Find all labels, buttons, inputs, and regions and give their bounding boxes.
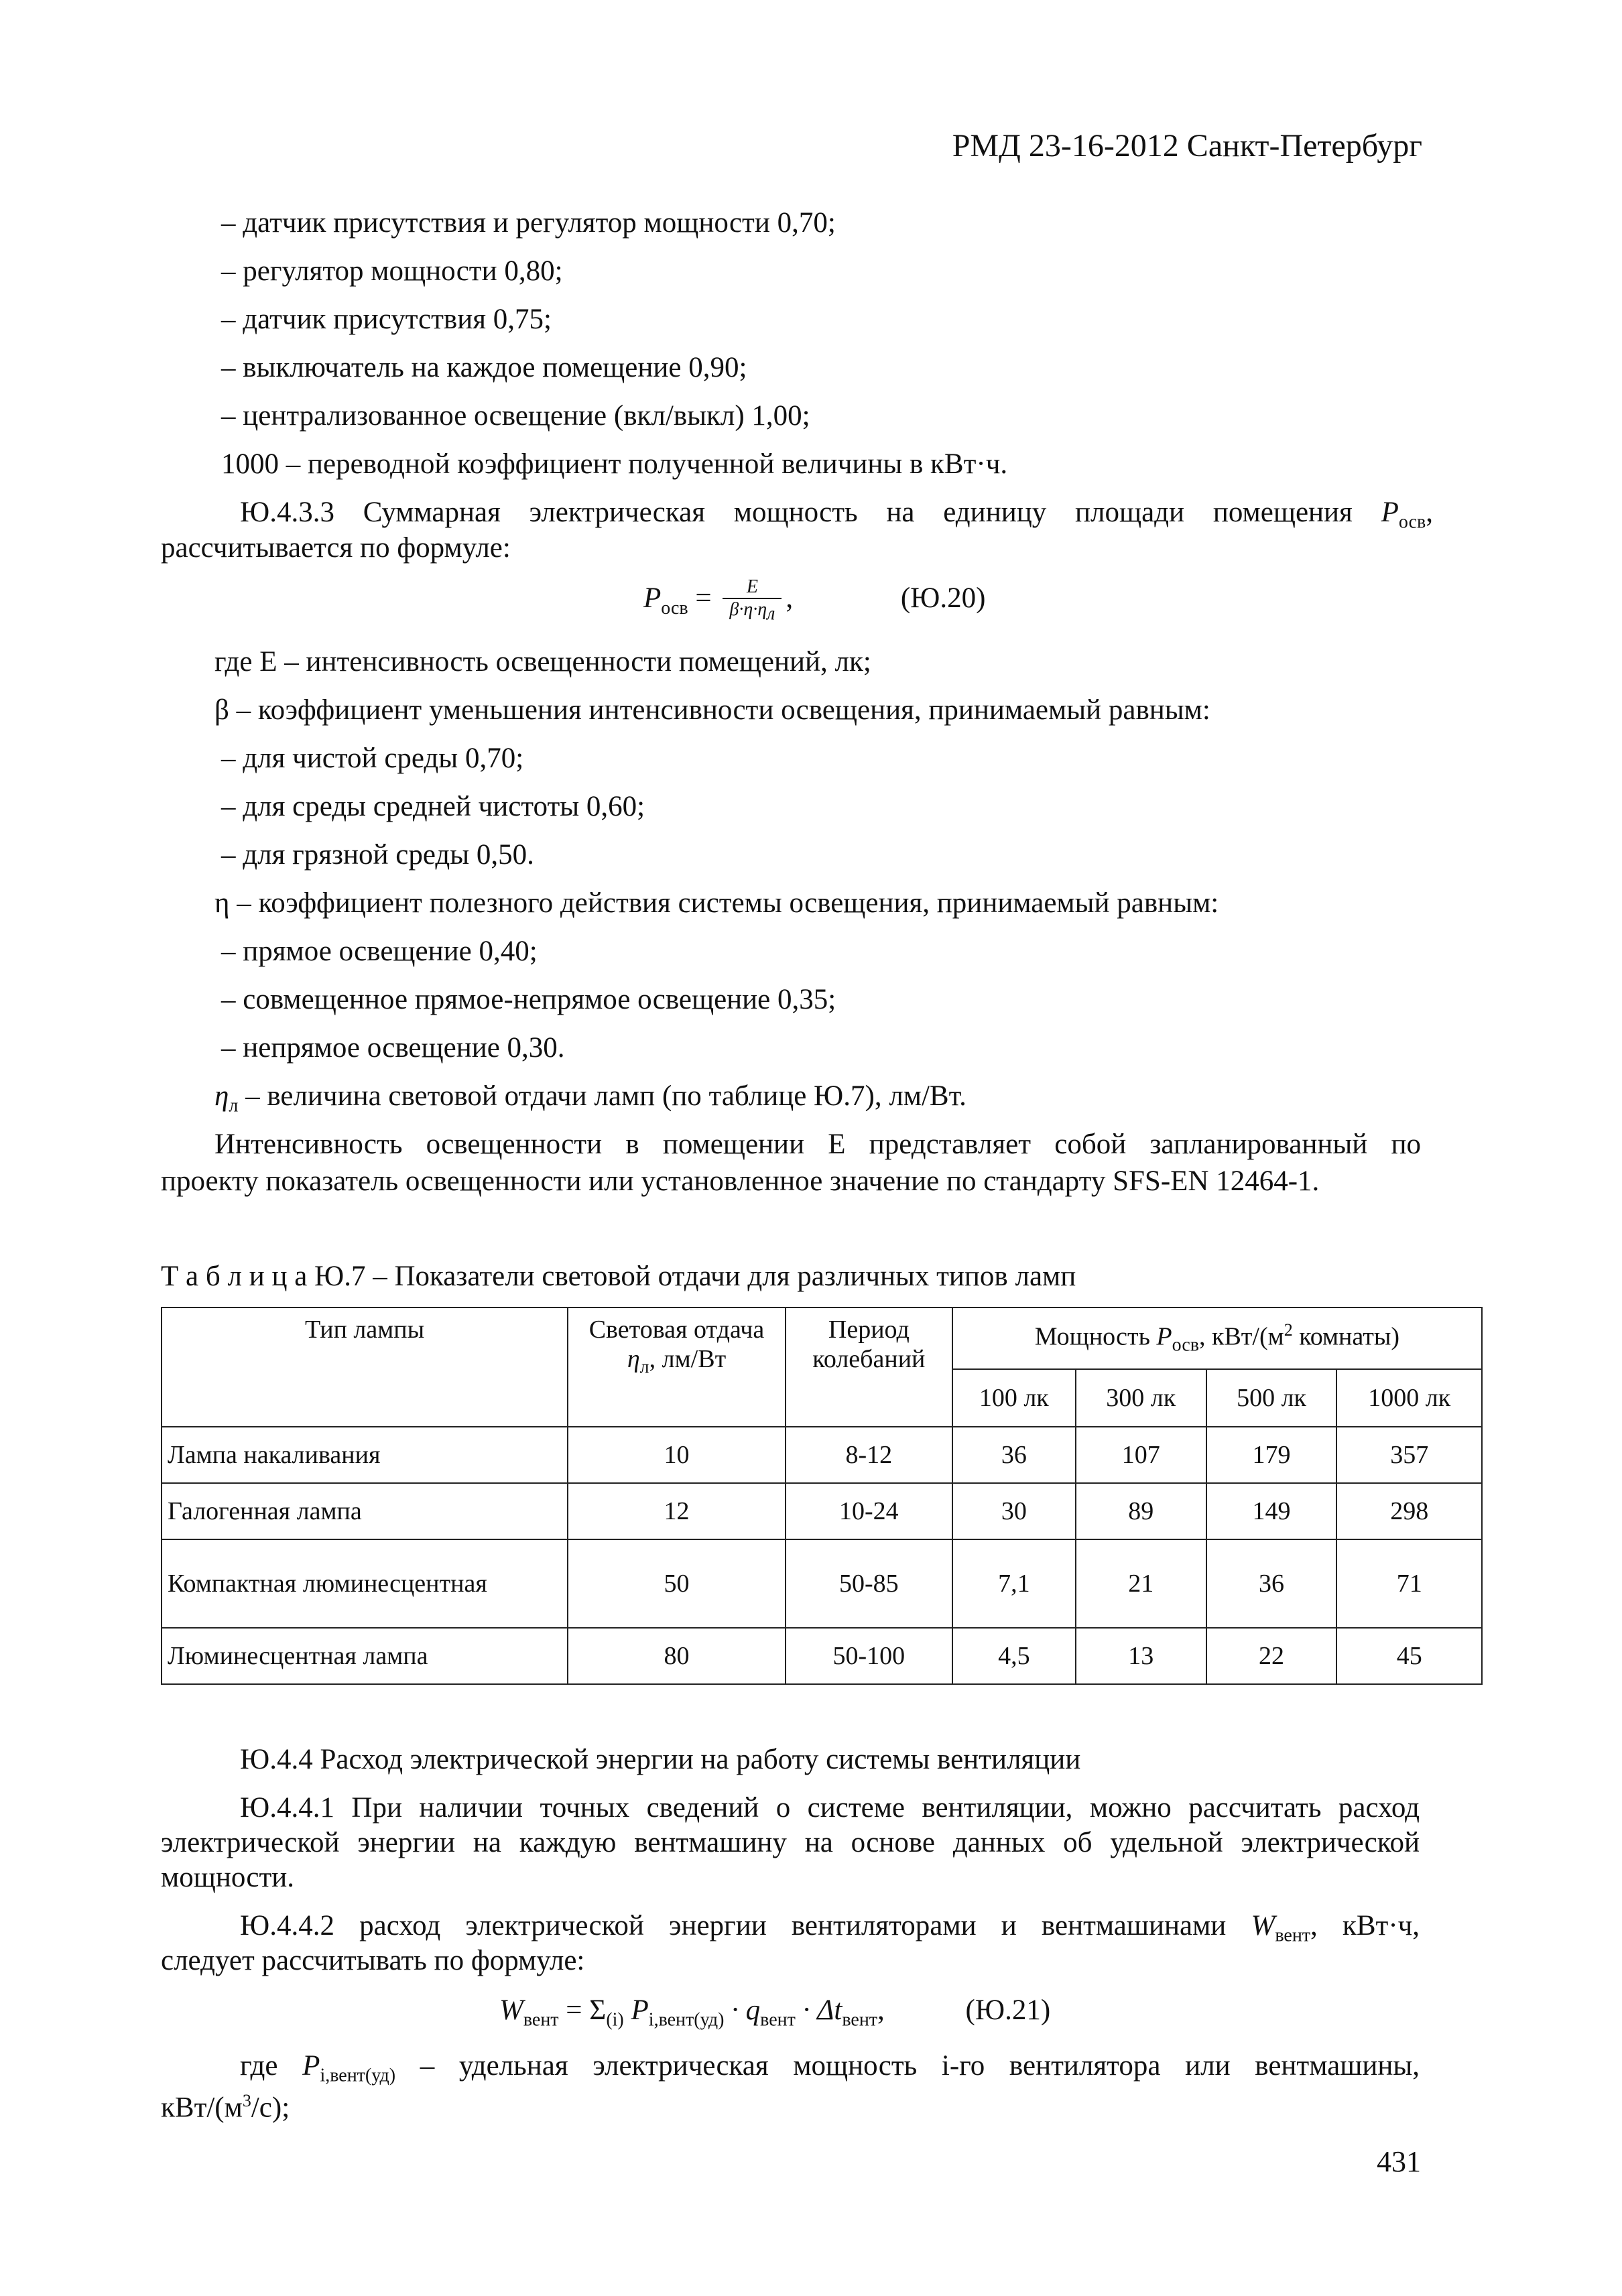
definition-beta: β – коэффициент уменьшения интенсивности освещения, принимаемый равным: xyxy=(214,694,1210,726)
definition-p-vent: где $P_{i,вент(уд)}$ – удельная электрическая мощность i-го вентилятора или вентмашины, xyxy=(240,2050,1420,2086)
page-number: 431 xyxy=(1377,2145,1421,2178)
list-item: – непрямое освещение 0,30. xyxy=(221,1032,565,1064)
formula-number: (Ю.20) xyxy=(900,582,986,615)
cell-power: 36 xyxy=(952,1427,1076,1483)
paragraph-4441-line2: электрической энергии на каждую вентмашину на основе данных об удельной электрической xyxy=(161,1827,1420,1858)
cell-power: 7,1 xyxy=(952,1539,1076,1628)
list-item: – совмещенное прямое-непрямое освещение 0,35; xyxy=(221,984,836,1015)
list-item: – для грязной среды 0,50. xyxy=(221,839,534,871)
header-300lx: 300 лк xyxy=(1076,1369,1206,1427)
header-period: Период колебаний xyxy=(786,1308,952,1427)
cell-period: 50-85 xyxy=(786,1539,952,1628)
cell-type: Лампа накаливания xyxy=(162,1427,568,1483)
cell-power: 179 xyxy=(1206,1427,1337,1483)
paragraph-433-cont: рассчитывается по формуле: xyxy=(161,532,511,564)
paragraph-4442: Ю.4.4.2 расход электрической энергии вентиляторами и вентмашинами $W_{вент}$, кВт·ч, xyxy=(240,1910,1420,1946)
conversion-note: 1000 – переводной коэффициент полученной величины в кВт·ч. xyxy=(221,448,1008,480)
paragraph-433: Ю.4.3.3 Суммарная электрическая мощность на единицу площади помещения $P_{осв}$, xyxy=(240,497,1433,533)
cell-power: 4,5 xyxy=(952,1628,1076,1684)
header-lamp-type: Тип лампы xyxy=(162,1308,568,1427)
cell-power: 36 xyxy=(1206,1539,1337,1628)
table-row xyxy=(162,1427,1482,1483)
list-item: – прямое освещение 0,40; xyxy=(221,936,538,967)
table-row xyxy=(162,1628,1482,1684)
cell-period: 50-100 xyxy=(786,1628,952,1684)
cell-efficacy: 10 xyxy=(568,1427,786,1483)
list-item: – централизованное освещение (вкл/выкл) 1,00; xyxy=(221,400,810,432)
list-item: – для чистой среды 0,70; xyxy=(221,743,524,774)
formula-yu20: $P_{осв}$ = $\frac{E}{\beta\cdot\eta\cdot\eta_л}$ , (Ю.20) xyxy=(643,576,986,625)
cell-power: 71 xyxy=(1336,1539,1482,1628)
cell-power: 357 xyxy=(1336,1427,1482,1483)
formula-number: (Ю.21) xyxy=(965,1994,1051,2026)
cell-period: 10-24 xyxy=(786,1483,952,1539)
paragraph-4441-line1: Ю.4.4.1 При наличии точных сведений о системе вентиляции, можно рассчитать расход xyxy=(240,1792,1420,1824)
table-row xyxy=(162,1483,1482,1539)
cell-power: 21 xyxy=(1076,1539,1206,1628)
list-item: – регулятор мощности 0,80; xyxy=(221,255,563,287)
lamp-efficacy-table xyxy=(161,1307,1483,1685)
cell-power: 107 xyxy=(1076,1427,1206,1483)
list-item: – для среды средней чистоты 0,60; xyxy=(221,791,645,822)
formula-yu21: $W_{вент} = \Sigma_{(i)}$ $P_{i,вент(уд)} \cdot q_{вент} \cdot \Delta t_{вент}$, (Ю.21) xyxy=(499,1994,1051,2031)
definition-eta: η – коэффициент полезного действия системы освещения, принимаемый равным: xyxy=(214,887,1219,919)
header-100lx: 100 лк xyxy=(952,1369,1076,1427)
list-item: – выключатель на каждое помещение 0,90; xyxy=(221,352,747,383)
paragraph-4442-cont: следует рассчитывать по формуле: xyxy=(161,1945,585,1976)
intensity-paragraph-line1: Интенсивность освещенности в помещении E представляет собой запланированный по xyxy=(214,1129,1421,1160)
definition-eta-l: $\eta_л$ – величина световой отдачи ламп (по таблице Ю.7), лм/Вт. xyxy=(214,1080,966,1117)
cell-efficacy: 12 xyxy=(568,1483,786,1539)
cell-power: 22 xyxy=(1206,1628,1337,1684)
table-row xyxy=(162,1539,1482,1628)
header-1000lx: 1000 лк xyxy=(1336,1369,1482,1427)
cell-power: 45 xyxy=(1336,1628,1482,1684)
cell-power: 298 xyxy=(1336,1483,1482,1539)
document-header: РМД 23-16-2012 Санкт-Петербург xyxy=(952,128,1422,164)
header-500lx: 500 лк xyxy=(1206,1369,1337,1427)
list-item: – датчик присутствия 0,75; xyxy=(221,304,552,335)
cell-efficacy: 50 xyxy=(568,1539,786,1628)
cell-type: Компактная люминесцентная xyxy=(162,1539,568,1628)
cell-power: 149 xyxy=(1206,1483,1337,1539)
header-efficacy: Световая отдача $\eta_л$, лм/Вт xyxy=(568,1308,786,1427)
header-power: Мощность $P_{осв}$, кВт/($м^2$ комнаты) xyxy=(952,1308,1482,1369)
cell-power: 13 xyxy=(1076,1628,1206,1684)
cell-period: 8-12 xyxy=(786,1427,952,1483)
cell-power: 30 xyxy=(952,1483,1076,1539)
definition-e: где E – интенсивность освещенности помещений, лк; xyxy=(214,646,871,678)
cell-type: Галогенная лампа xyxy=(162,1483,568,1539)
formula-fraction: $\frac{E}{\beta\cdot\eta\cdot\eta_л}$ xyxy=(723,576,782,625)
cell-efficacy: 80 xyxy=(568,1628,786,1684)
cell-type: Люминесцентная лампа xyxy=(162,1628,568,1684)
list-item: – датчик присутствия и регулятор мощности 0,70; xyxy=(221,207,836,239)
table-caption: Т а б л и ц а Ю.7 – Показатели световой отдачи для различных типов ламп xyxy=(161,1261,1076,1292)
section-heading-444: Ю.4.4 Расход электрической энергии на работу системы вентиляции xyxy=(240,1744,1081,1775)
intensity-paragraph-line2: проекту показатель освещенности или установленное значение по стандарту SFS-EN 12464-1. xyxy=(161,1165,1320,1197)
definition-p-vent-unit: кВт/$(м^3/с)$; xyxy=(161,2091,290,2124)
cell-power: 89 xyxy=(1076,1483,1206,1539)
paragraph-4441-line3: мощности. xyxy=(161,1862,295,1893)
